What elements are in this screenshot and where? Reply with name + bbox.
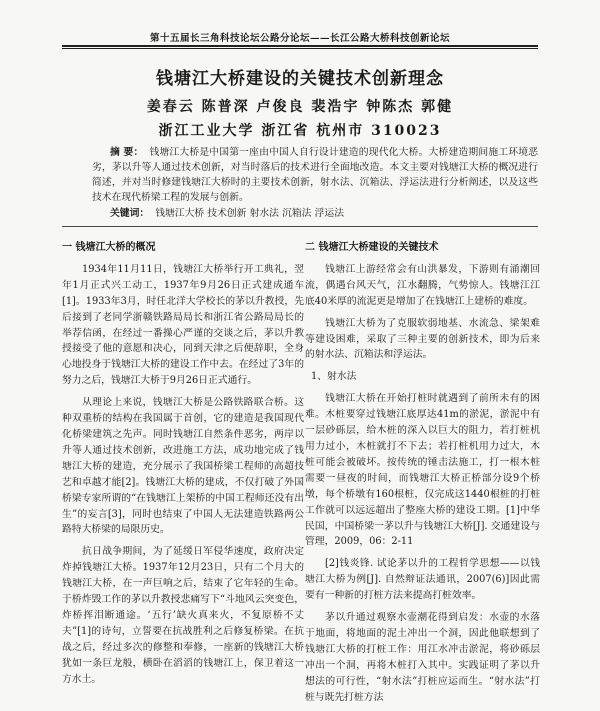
keywords-text: 钱塘江大桥 技术创新 射水法 沉箱法 浮运法 [155,208,344,219]
keywords-label: 关键词： [110,208,150,219]
paper-authors: 姜春云 陈普深 卢俊良 裴浩宇 钟陈杰 郭健 [146,99,454,115]
running-head: 第十五届长三角科技论坛公路分论坛——长江公路大桥科技创新论坛 [149,33,450,44]
section-2-heading: 二 钱塘江大桥建设的关键技术 [305,242,439,253]
body-paragraph: 从理论上来说，钱塘江大桥是公路铁路联合桥。这种双重桥的结构在我国属于首创，它的建造是我国现代化桥梁建筑之先声。同时钱塘江自然条件恶劣，两岸以升等人通过技术创新，改进施工方法，成功地完成了钱塘江大桥的建造，充分展示了我国桥梁工程师的高超技艺和卓越才能[2]。钱塘江大桥的建成，不仅打破了外国桥梁专家所谓的“在钱塘江上架桥的中国工程师还没有出生”的妄言[3]，同时也结束了中国人无法建造铁路两公路特大桥梁的局限历史。 [62,397,304,536]
subsection-1-heading: 1、射水法 [311,371,357,383]
header-rule-thick [62,45,538,47]
body-paragraph: 钱塘江大桥为了克服软弱地基、水流急、梁架难等建设困难，采取了三种主要的创新技术，即为后来的射水法、沉箱法和浮运法。 [305,317,540,361]
paper-affiliation: 浙江工业大学 浙江省 杭州市 310023 [158,123,442,139]
body-paragraph: 1934年11月11日，钱塘江大桥举行开工典礼，翌年1月正式兴工动工，1937年9月26日正式建成通车[1]。1933年3月，时任北洋大学校长的茅以升教授，先后接到了老同学浙赣铁路局局长和浙江省公路局局长的举荐信函，在经过一番操心严谨的交谈之后，茅以升教授接受了他的意愿和决心，同到天津之后便辞职，全身心地投身于钱塘江大桥的建设工作中去。在经过了3年的努力之后，钱塘江大桥于9月26日正式通行。 [62,263,304,387]
keywords [110,206,538,221]
section-1-heading: 一 钱塘江大桥的概况 [62,242,156,253]
abstract-label: 摘 要： [110,147,144,158]
body-paragraph: [2]钱炎锋. 试论茅以升的工程哲学思想——以钱塘江大桥为例[J]. 自然辩证法通讯，2007(6)]因此需要有一种新的打桩方法来提高打桩效率。 [305,558,540,602]
body-paragraph: 钱塘江上游经常会有山洪暴发，下游则有涌潮回流，偶遇台风天气，江水翻腾，气势惊人。钱塘江江底40米厚的流泥更是增加了在钱塘江上建桥的难度。 [305,263,540,307]
abstract [92,145,538,205]
body-paragraph: 抗日战争期间，为了延缓日军侵华速度，政府决定炸掉钱塘江大桥。1937年12月23日，只有二个月大的钱塘江大桥，在一声巨响之后，结束了它年轻的生命。于桥炸毁工作的茅以升教授悲痛写下“斗地风云突变色，炸桥挥泪断通途。‘五行’缺火真来火，不复原桥不丈夫”[1]的诗句，立誓要在抗战胜利之后修复桥梁。在抗战之后，经过多次的修整和奉修，一座新的钱塘江大桥犹如一条巨龙般，横卧在滔滔的钱塘江上，保卫着这一方水土。 [62,546,304,685]
paper-title: 钱塘江大桥建设的关键技术创新理念 [156,69,444,89]
right-column [305,240,540,711]
header-rule-thin [62,48,538,49]
abstract-divider [62,226,538,227]
body-paragraph: 钱塘江大桥在开始打桩时就遇到了前所未有的困难。木桩要穿过钱塘江底厚达41m的淤泥，淤泥中有一层砂砾层，给木桩的深入以巨大的阻力，若打桩机用力过小，木桩就打不下去；若打桩机用力过大，木桩可能会被破坏。按传统的锤击法施工，打一根木桩需要一昼夜的时间，而钱塘江大桥正桥部分设9个桥墩，每个桥墩有160根桩，仅完成这1440根桩的打桩工作就可以远远超出了整座大桥的建设工期。[1]中华民国，中国桥梁一茅以升与钱塘江大桥[J]. 交通建设与管理，2009，06：2-11 [305,393,540,548]
left-column [62,240,304,693]
abstract-text: 钱塘江大桥是中国第一座由中国人自行设计建造的现代化大桥。大桥建造期间施工环境恶劣，茅以升等人通过技术创新，对当时落后的技术进行全面地改造。本文主要对钱塘江大桥的概况进行简述，并对当时修建钱塘江大桥时的主要技术创新，射水法、沉箱法、浮运法进行分析阐述，以及这些技术在现代桥梁工程的发展与创新。 [92,147,538,203]
body-paragraph: 茅以升通过观察水壶潮花得到启发：水壶的水落于地面，将地面的泥土冲出一个洞，因此他联想到了钱塘江大桥的打桩工作：用江水冲击淤泥，将砂砾层冲出一个洞，再将木桩打入其中。实践证明了茅以升想法的可行性，“射水法”打桩应运而生。“射水法”打桩与既先打桩方法 [305,612,540,703]
